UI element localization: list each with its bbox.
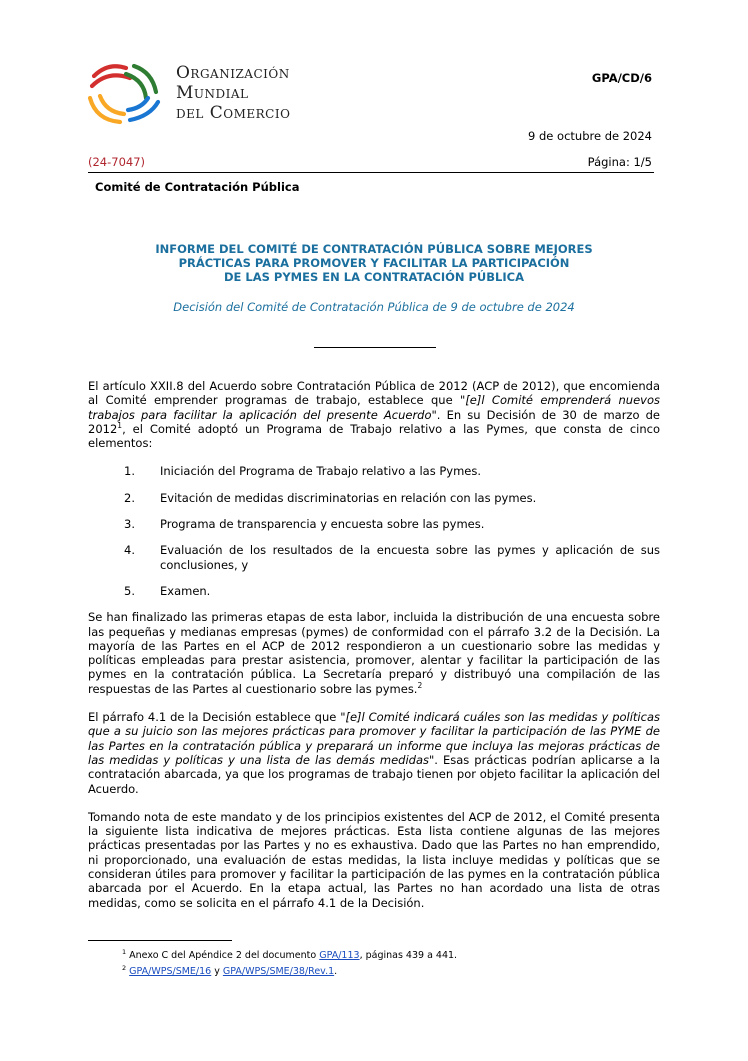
document-body bbox=[88, 379, 660, 924]
title-separator bbox=[314, 347, 436, 348]
list-item-number: 2. bbox=[124, 490, 135, 505]
footnote-2 bbox=[122, 962, 457, 978]
list-item-number: 1. bbox=[124, 464, 135, 479]
title-line-1: INFORME DEL COMITÉ DE CONTRATACIÓN PÚBLICA SOBRE MEJORES bbox=[155, 242, 593, 256]
p2-text: Se han finalizado las primeras etapas de esta labor, incluida la distribución de una encuesta sobre las pequeñas y medianas empresas (pymes) de conformidad con el párrafo 3.2 de la Decisión. La mayoría de las Partes en el ACP de 2012 respondieron a un cuestionario sobre las medidas y políticas empleadas para prestar asistencia, promover, alentar y facilitar la participación de las pymes en la contratación pública. La Secretaría preparó y distribuyó una compilación de las respuestas de las Partes al cuestionario sobre las pymes. bbox=[88, 610, 660, 696]
p1-text-c: , el Comité adoptó un Programa de Trabajo relativo a las Pymes, que consta de cinco elementos: bbox=[88, 421, 660, 451]
paragraph-1 bbox=[88, 379, 660, 450]
footnote-text: y bbox=[211, 966, 223, 978]
link-gpa-wps-sme-16[interactable]: GPA/WPS/SME/16 bbox=[129, 966, 212, 978]
title-line-3: DE LAS PYMES EN LA CONTRATACIÓN PÚBLICA bbox=[224, 270, 524, 284]
list-item-number: 5. bbox=[124, 583, 135, 598]
list-item-number: 3. bbox=[124, 517, 135, 532]
footnote-text: Anexo C del Apéndice 2 del documento bbox=[126, 950, 320, 962]
list-item-text: Evitación de medidas discriminatorias en relación con las pymes. bbox=[160, 490, 537, 505]
document-title bbox=[88, 242, 660, 284]
footnote-text: , páginas 439 a 441. bbox=[359, 950, 458, 962]
org-line-1: Organización bbox=[176, 63, 290, 83]
footnote-1 bbox=[122, 946, 457, 962]
paragraph-2 bbox=[88, 610, 660, 696]
paragraph-4: Tomando nota de este mandato y de los principios existentes del ACP de 2012, el Comité presenta la siguiente lista indicativa de mejores prácticas. Esta lista contiene algunas de las mejores prácticas presentadas por las Partes y no es exhaustiva. Dado que las Partes no han emprendido, ni proporcionado, una evaluación de estas medidas, la lista incluye medidas y políticas que se consideran útiles para promover y facilitar la participación de las pymes en la contratación pública abarcada por el Acuerdo. En la etapa actual, las Partes no han acordado una lista de otras medidas, como se solicita en el párrafo 4.1 de la Decisión. bbox=[88, 809, 660, 910]
footnote-divider bbox=[88, 940, 232, 941]
committee-name: Comité de Contratación Pública bbox=[95, 180, 300, 194]
document-reference: (24-7047) bbox=[88, 155, 146, 169]
link-gpa-113[interactable]: GPA/113 bbox=[319, 950, 360, 962]
footnote-text: . bbox=[334, 966, 338, 978]
list-item-text: Programa de transparencia y encuesta sobre las pymes. bbox=[160, 517, 485, 532]
list-item-text: Evaluación de los resultados de la encuesta sobre las pymes y aplicación de sus conclusiones, y bbox=[160, 543, 660, 572]
wto-logo-icon bbox=[86, 58, 166, 130]
list-item bbox=[88, 543, 660, 572]
p3-text-b: ". Esas prácticas podrían aplicarse a la contratación abarcada, ya que los programas de trabajo tienen por objeto facilitar la aplicación del Acuerdo. bbox=[88, 752, 660, 796]
document-symbol: GPA/CD/6 bbox=[591, 71, 652, 85]
work-programme-list bbox=[88, 464, 660, 598]
footnotes bbox=[122, 946, 457, 978]
p1-text-a: El artículo XXII.8 del Acuerdo sobre Contratación Pública de 2012 (ACP de 2012), que encomienda al Comité emprender programas de trabajo, establece que " bbox=[88, 379, 660, 408]
list-item bbox=[88, 584, 660, 598]
document-date: 9 de octubre de 2024 bbox=[528, 129, 652, 143]
title-line-2: PRÁCTICAS PARA PROMOVER Y FACILITAR LA PARTICIPACIÓN bbox=[178, 256, 570, 270]
list-item bbox=[88, 517, 660, 531]
list-item-number: 4. bbox=[124, 543, 135, 558]
p1-quote: [e]l Comité emprenderá nuevos trabajos para facilitar la aplicación del presente Acuerdo bbox=[88, 393, 661, 422]
list-item-text: Examen. bbox=[160, 583, 211, 598]
link-gpa-wps-sme-38-rev1[interactable]: GPA/WPS/SME/38/Rev.1 bbox=[222, 966, 335, 978]
p3-quote: [e]l Comité indicará cuáles son las medidas y políticas que a su juicio son las mejores prácticas para promover y facilitar la participación de las PYME de las Partes en la contratación pública y preparará un informe que incluya las mejoras prácticas de las medidas y políticas y una lista de las demás medidas bbox=[88, 710, 660, 767]
footnote-ref-2[interactable]: 2 bbox=[417, 680, 423, 690]
paragraph-3 bbox=[88, 710, 660, 796]
p1-text-b: ". En su Decisión de 30 de marzo de 2012 bbox=[88, 407, 660, 436]
list-item-text: Iniciación del Programa de Trabajo relativo a las Pymes. bbox=[160, 464, 482, 479]
p3-text-a: El párrafo 4.1 de la Decisión establece que " bbox=[88, 710, 346, 725]
list-item bbox=[88, 491, 660, 505]
header-divider bbox=[88, 172, 654, 173]
footnote-ref-1[interactable]: 1 bbox=[117, 421, 123, 431]
footnote-number: 2 bbox=[122, 964, 127, 973]
footnote-number: 1 bbox=[122, 948, 127, 956]
org-line-2: Mundial bbox=[176, 83, 249, 103]
organization-name bbox=[176, 63, 290, 123]
list-item bbox=[88, 464, 660, 478]
page-number: Página: 1/5 bbox=[587, 155, 652, 169]
org-line-3: del Comercio bbox=[176, 103, 291, 123]
document-subtitle: Decisión del Comité de Contratación Pública de 9 de octubre de 2024 bbox=[173, 300, 575, 314]
